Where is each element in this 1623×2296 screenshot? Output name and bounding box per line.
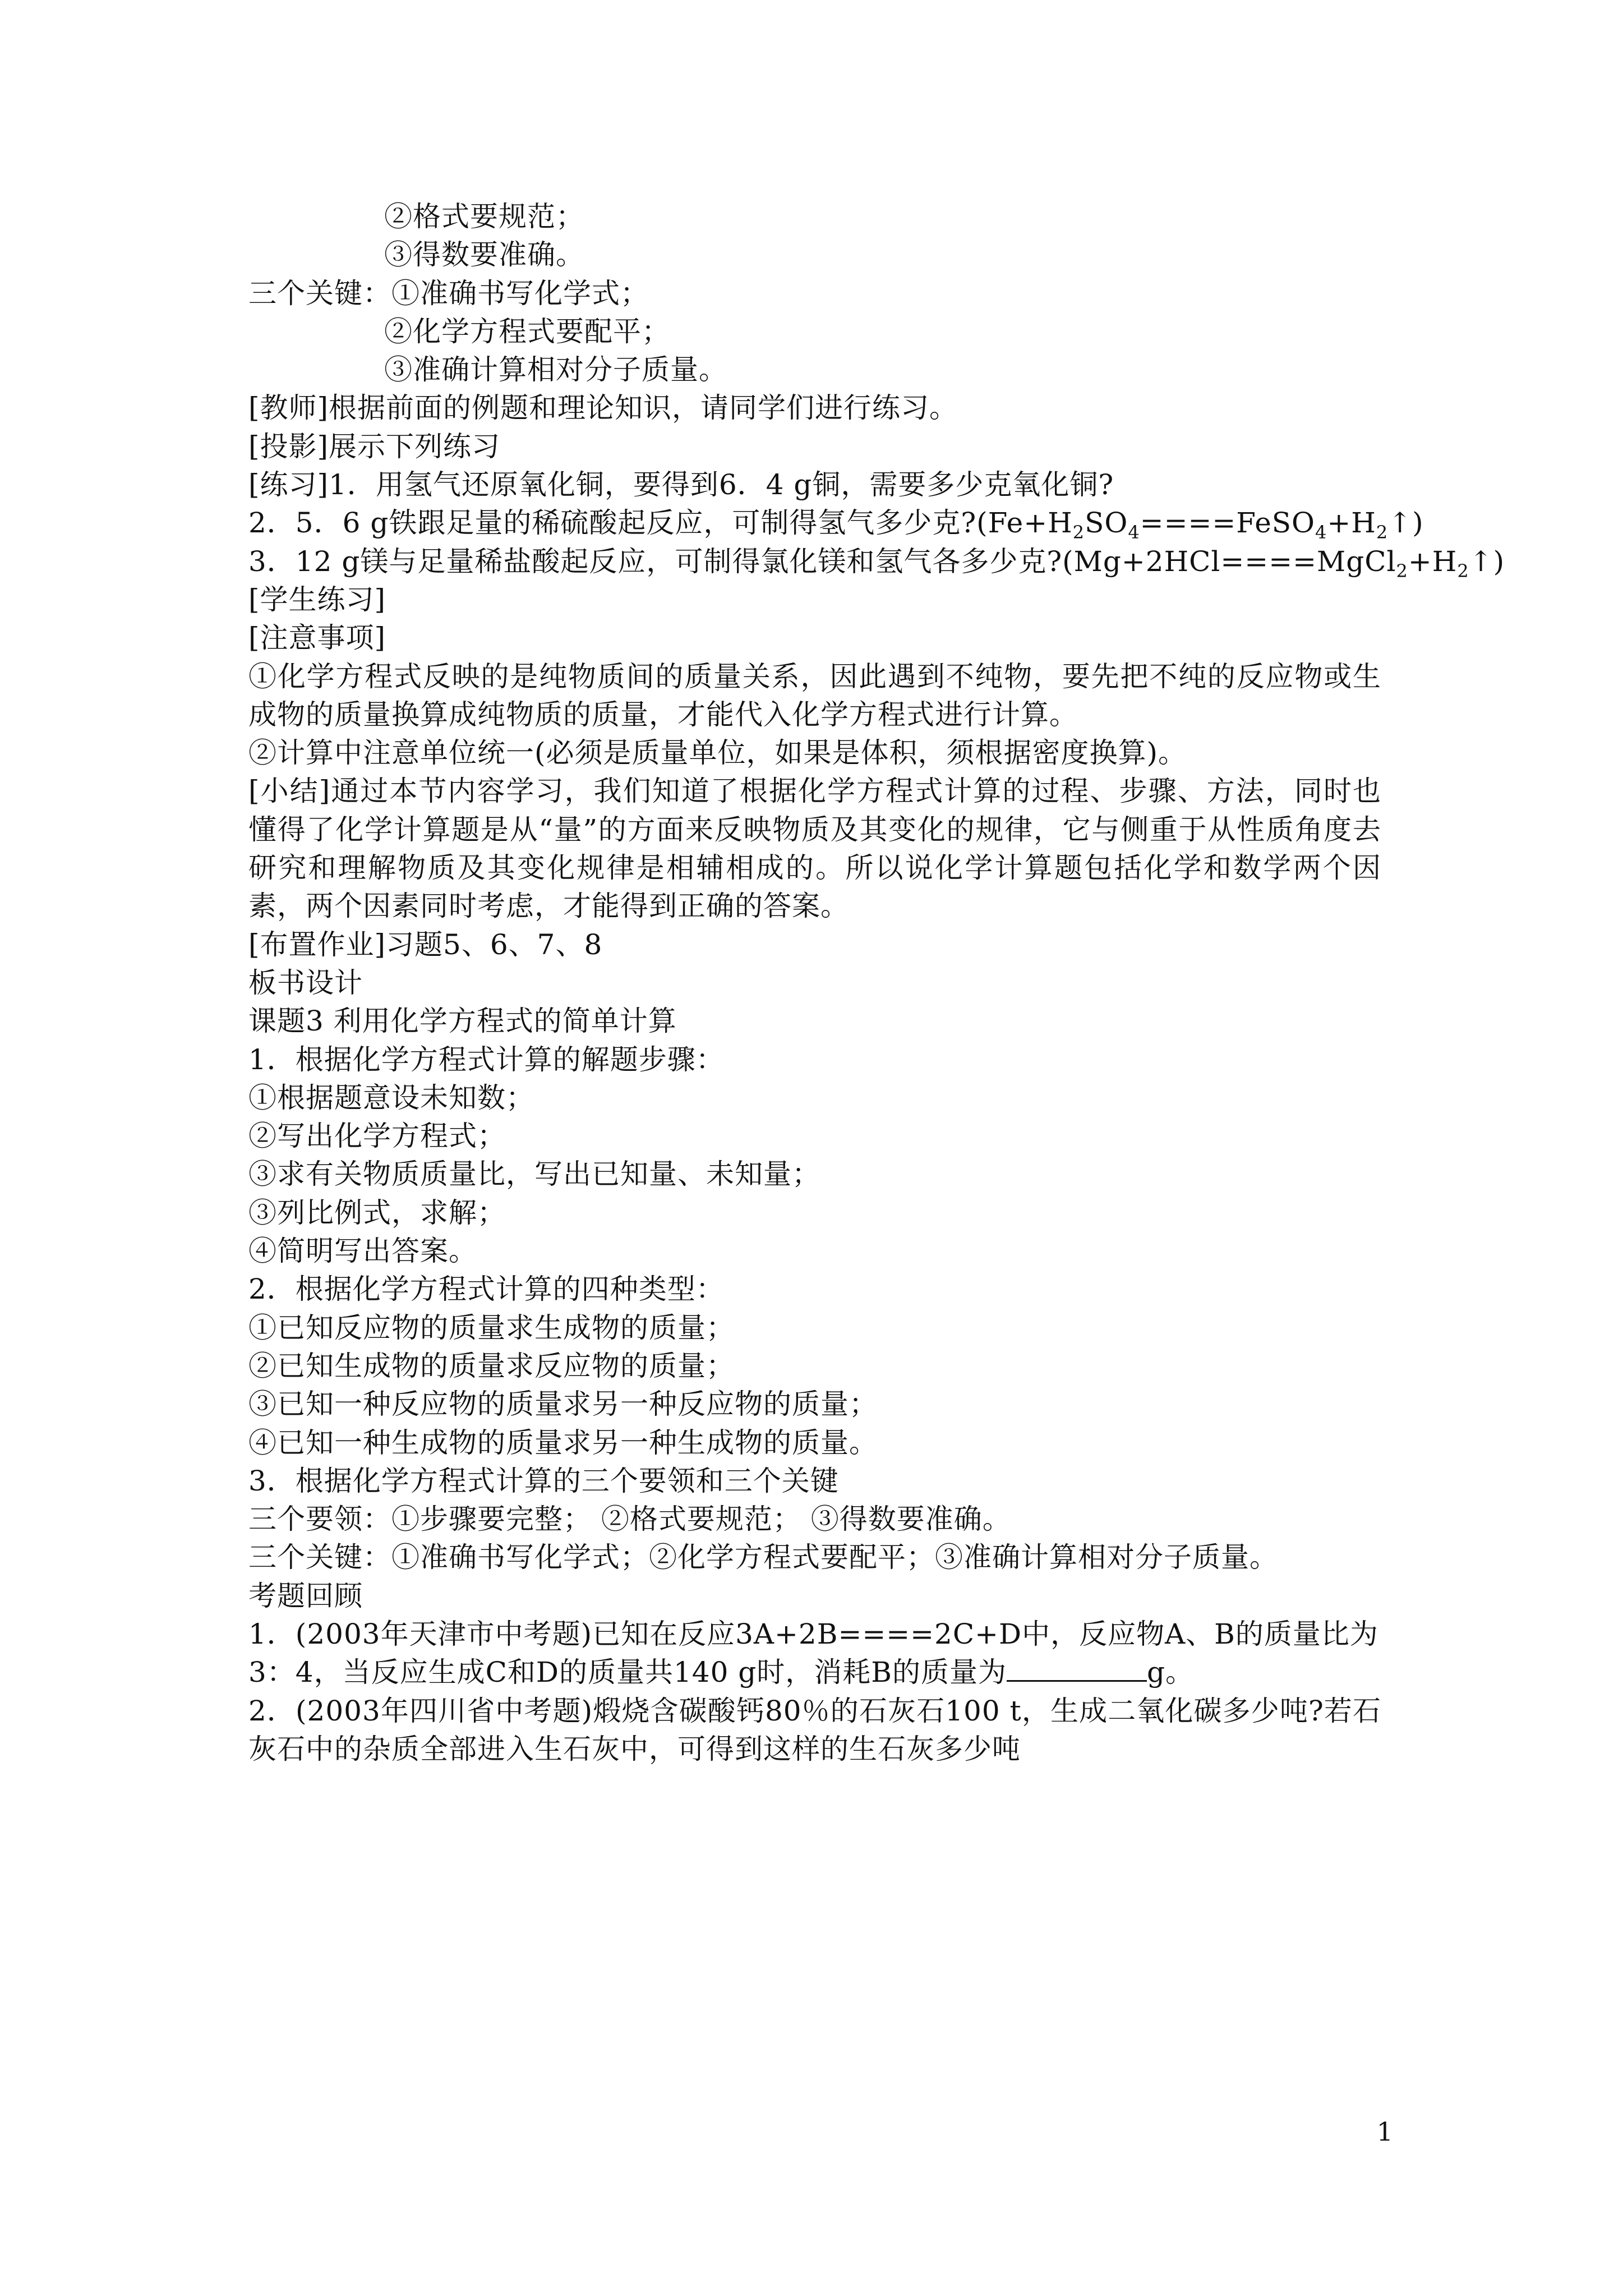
paragraph: ①化学方程式反映的是纯物质间的质量关系，因此遇到不纯物，要先把不纯的反应物或生成物的质量换算成纯物质的质量，才能代入化学方程式进行计算。	[248, 660, 1381, 731]
text-line: ②格式要规范；	[384, 200, 584, 233]
equation-1: $Fe+H_2SO_4====FeSO_4+H_2↑$)	[988, 507, 1424, 544]
text-line: ③准确计算相对分子质量。	[384, 353, 727, 386]
text-line: 2．根据化学方程式计算的四种类型：	[248, 1273, 725, 1306]
text-line: ①根据题意设未知数；	[248, 1081, 534, 1114]
section-heading: 课题3 利用化学方程式的简单计算	[248, 1005, 677, 1038]
exercise-2-line	[248, 504, 1424, 544]
text-line: 1．根据化学方程式计算的解题步骤：	[248, 1043, 725, 1076]
equation-2: $Mg+2HCl====MgCl_2+H_2↑$)	[1073, 545, 1505, 582]
text-line: ③列比例式，求解；	[248, 1196, 506, 1229]
section-heading: 板书设计	[248, 966, 363, 999]
text-line: ②写出化学方程式；	[248, 1120, 506, 1153]
text-line: ③已知一种反应物的质量求另一种反应物的质量；	[248, 1388, 878, 1421]
text-line: ③求有关物质质量比，写出已知量、未知量；	[248, 1158, 820, 1191]
text-line: 三个关键：①准确书写化学式；	[248, 277, 649, 310]
text-line: 三个关键：①准确书写化学式；②化学方程式要配平；③准确计算相对分子质量。	[248, 1541, 1278, 1574]
text-line: [注意事项]	[248, 622, 386, 655]
text-line: 3．根据化学方程式计算的三个要领和三个关键	[248, 1464, 839, 1497]
page-number: 1	[1376, 2116, 1393, 2147]
text-line: ②计算中注意单位统一(必须是质量单位，如果是体积，须根据密度换算)。	[248, 737, 1187, 770]
summary-paragraph: [小结]通过本节内容学习，我们知道了根据化学方程式计算的过程、步骤、方法，同时也懂得了化学计算题是从“量”的方面来反映物质及其变化的规律，它与侧重于从性质角度去研究和理解物质及其变化规律是相辅相成的。所以说化学计算题包括化学和数学两个因素，两个因素同时考虑，才能得到正确的答案。	[248, 775, 1381, 923]
fill-in-blank-line: 3：4，当反应生成C和D的质量共140 g时，消耗B的质量为 g。	[248, 1656, 1195, 1689]
document-body	[248, 197, 1505, 1768]
text-line: ④已知一种生成物的质量求另一种生成物的质量。	[248, 1426, 878, 1459]
text-line: ③得数要准确。	[384, 238, 584, 272]
text-line: ②已知生成物的质量求反应物的质量；	[248, 1349, 735, 1382]
exercise-3-line	[248, 542, 1505, 582]
text-line: [布置作业]习题5、6、7、8	[248, 928, 603, 961]
text-line: [教师]根据前面的例题和理论知识，请同学们进行练习。	[248, 392, 958, 425]
paragraph: 2．(2003年四川省中考题)煅烧含碳酸钙80％的石灰石100 t，生成二氧化碳多少吨?若石灰石中的杂质全部进入生石灰中，可得到这样的生石灰多少吨	[248, 1694, 1381, 1765]
exercise-3-text: 3．12 g镁与足量稀盐酸起反应，可制得氯化镁和氢气各多少克?(	[248, 545, 1074, 578]
text-line: [学生练习]	[248, 583, 386, 616]
exercise-2-text: 2．5．6 g铁跟足量的稀硫酸起反应，可制得氢气多少克?(	[248, 507, 988, 540]
answer-blank[interactable]	[1007, 1655, 1147, 1682]
section-heading: 考题回顾	[248, 1579, 363, 1612]
text-line: ②化学方程式要配平；	[384, 315, 670, 348]
text-line: ①已知反应物的质量求生成物的质量；	[248, 1311, 735, 1344]
text-line: ④简明写出答案。	[248, 1235, 477, 1268]
text-line: [练习]1．用氢气还原氧化铜，要得到6．4 g铜，需要多少克氧化铜?	[248, 468, 1114, 501]
text-line: [投影]展示下列练习	[248, 430, 501, 463]
text-line: 1．(2003年天津市中考题)已知在反应3A+2B====2C+D中，反应物A、B的质量比为	[248, 1617, 1378, 1650]
text-line: 三个要领：①步骤要完整； ②格式要规范； ③得数要准确。	[248, 1503, 1011, 1536]
